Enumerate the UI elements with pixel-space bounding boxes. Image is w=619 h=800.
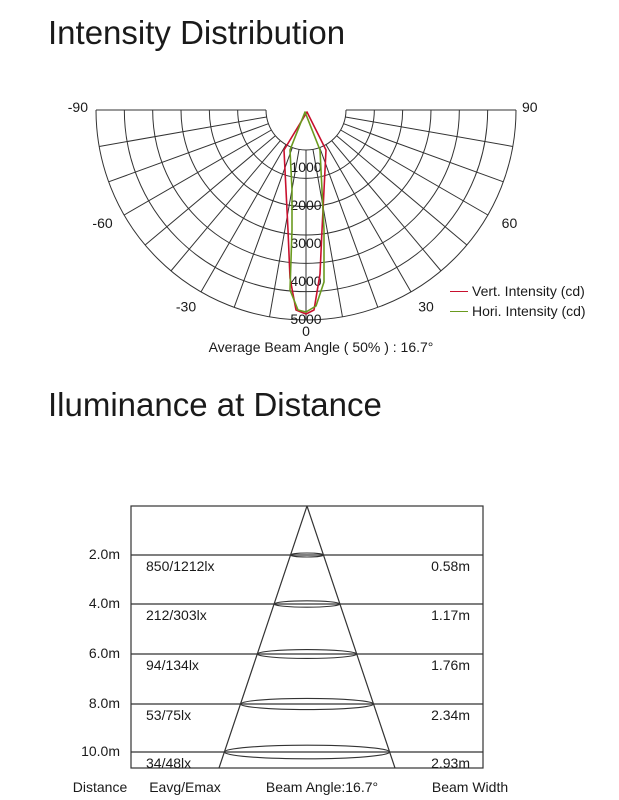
angle-label: -30 xyxy=(175,298,197,315)
angle-label: 30 xyxy=(418,298,434,315)
header-beam-angle: Beam Angle:16.7° xyxy=(265,779,379,795)
distance-label: 6.0m xyxy=(88,645,120,661)
grid-spoke xyxy=(320,148,378,308)
grid-spoke xyxy=(326,145,411,292)
grid-spoke xyxy=(337,136,467,245)
angle-label: -90 xyxy=(67,99,88,115)
distance-label: 4.0m xyxy=(88,595,120,611)
legend-hori xyxy=(450,303,586,319)
beam-ellipse xyxy=(240,698,373,709)
radial-tick-label: 1000 xyxy=(290,159,322,175)
angle-label: 60 xyxy=(501,215,518,231)
grid-spoke xyxy=(234,148,292,308)
angle-label: 0 xyxy=(302,323,310,339)
distance-label: 2.0m xyxy=(88,546,120,562)
beam-width-value: 1.17m xyxy=(431,607,470,623)
legend-vert-swatch xyxy=(450,291,468,292)
intensity-title: Intensity Distribution xyxy=(48,14,346,51)
lux-value: 34/48lx xyxy=(146,755,192,771)
cone-right-edge xyxy=(307,506,395,768)
grid-spoke xyxy=(341,130,488,215)
grid-spoke xyxy=(145,136,275,245)
beam-width-value: 2.34m xyxy=(431,707,470,723)
lux-value: 850/1212lx xyxy=(146,558,215,574)
beam-ellipse xyxy=(291,553,324,557)
legend-hori-label: Hori. Intensity (cd) xyxy=(472,303,586,319)
polar-chart xyxy=(0,0,619,380)
beam-angle-caption: Average Beam Angle ( 50% ) : 16.7° xyxy=(208,339,434,355)
beam-width-value: 1.76m xyxy=(431,657,470,673)
header-distance: Distance xyxy=(72,779,128,795)
grid-spoke xyxy=(109,124,269,182)
lux-value: 212/303lx xyxy=(146,607,207,623)
beam-ellipse xyxy=(224,745,389,759)
beam-width-value: 2.93m xyxy=(431,755,470,771)
radial-tick-label: 5000 xyxy=(290,311,322,327)
cone-left-edge xyxy=(219,506,307,768)
beam-ellipse xyxy=(274,601,340,607)
grid-spoke xyxy=(201,145,286,292)
grid-spoke xyxy=(332,141,441,271)
legend-vert xyxy=(450,283,585,299)
header-eavg-emax: Eavg/Emax xyxy=(149,779,221,795)
header-beam-width: Beam Width xyxy=(431,779,509,795)
radial-tick-label: 2000 xyxy=(290,197,322,213)
beam-width-value: 0.58m xyxy=(431,558,470,574)
lux-value: 53/75lx xyxy=(146,707,192,723)
angle-label: -60 xyxy=(92,215,113,231)
angle-label: 90 xyxy=(522,99,538,115)
grid-spoke xyxy=(124,130,271,215)
grid-spoke xyxy=(171,141,280,271)
distance-label: 8.0m xyxy=(88,695,120,711)
beam-ellipse xyxy=(257,650,356,659)
table-frame xyxy=(131,506,483,768)
illuminance-title: Iluminance at Distance xyxy=(48,386,382,423)
radial-tick-label: 3000 xyxy=(290,235,322,251)
radial-tick-label: 4000 xyxy=(290,273,322,289)
legend-hori-swatch xyxy=(450,311,468,312)
legend-vert-label: Vert. Intensity (cd) xyxy=(472,283,585,299)
grid-spoke xyxy=(344,124,504,182)
lux-value: 94/134lx xyxy=(146,657,199,673)
distance-label: 10.0m xyxy=(81,743,120,759)
